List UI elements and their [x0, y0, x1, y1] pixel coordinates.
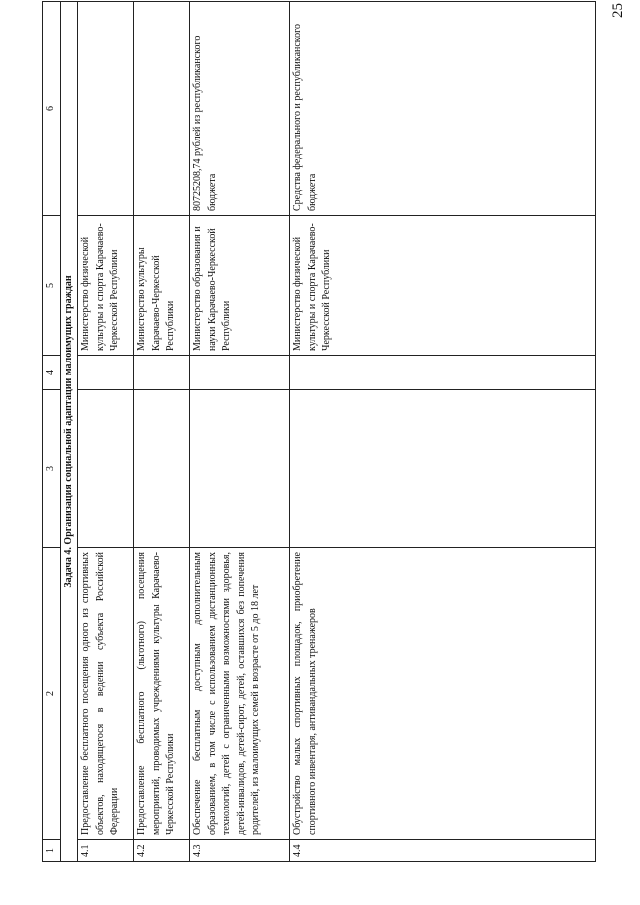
- executor-cell: Министерство образования и науки Карачаево-Черкесской Республики: [190, 216, 290, 356]
- measure-text: Предоставление бесплатного посещения одного из спортивных объектов, находящегося в ведении субъекта Российской Федерации: [78, 548, 134, 840]
- measure-text: Предоставление бесплатного (льготного) посещения мероприятий, проводимых учреждениями культуры Карачаево-Черкесской Республики: [134, 548, 190, 840]
- header-col-2: 2: [43, 548, 61, 840]
- executor-cell: Министерство физической культуры и спорта Карачаево-Черкесской Республики: [78, 216, 134, 356]
- task-row: [60, 2, 78, 862]
- header-col-6: 6: [43, 2, 61, 216]
- page-number: 25: [610, 3, 626, 18]
- rotated-table-page: [42, 2, 596, 862]
- col3-cell: [134, 390, 190, 548]
- funding-cell: Средства федерального и республиканского бюджета: [290, 2, 596, 216]
- funding-cell: [134, 2, 190, 216]
- table-row: [134, 2, 190, 862]
- executor-cell: Министерство культуры Карачаево-Черкесской Республики: [134, 216, 190, 356]
- measure-text: Обустройство малых спортивных площадок, приобретение спортивного инвентаря, антивандальных тренажеров: [290, 548, 596, 840]
- funding-cell: [78, 2, 134, 216]
- col4-cell: [290, 356, 596, 390]
- col3-cell: [78, 390, 134, 548]
- col4-cell: [134, 356, 190, 390]
- executor-cell: Министерство физической культуры и спорта Карачаево-Черкесской Республики: [290, 216, 596, 356]
- table-row: [78, 2, 134, 862]
- col3-cell: [290, 390, 596, 548]
- task-title: Задача 4. Организация социальной адаптации малоимущих граждан: [60, 2, 78, 862]
- table-row: [190, 2, 290, 862]
- row-number: 4.4: [290, 840, 596, 862]
- header-col-4: 4: [43, 356, 61, 390]
- measures-table: [42, 1, 596, 862]
- header-col-5: 5: [43, 216, 61, 356]
- row-number: 4.1: [78, 840, 134, 862]
- table-row: [290, 2, 596, 862]
- funding-cell: 80725208,74 рублей из республиканского бюджета: [190, 2, 290, 216]
- col3-cell: [190, 390, 290, 548]
- col4-cell: [78, 356, 134, 390]
- row-number: 4.3: [190, 840, 290, 862]
- col4-cell: [190, 356, 290, 390]
- header-col-1: 1: [43, 840, 61, 862]
- row-number: 4.2: [134, 840, 190, 862]
- measure-text: Обеспечение бесплатным доступным дополнительным образованием, в том числе с использованием дистанционных технологий, детей с ограниченными возможностями здоровья, детей-инвалидов, детей-сирот, детей, оставшихся без попечения родителей, из малоимущих семей в возрасте от 5 до 18 лет: [190, 548, 290, 840]
- header-row: [43, 2, 61, 862]
- header-col-3: 3: [43, 390, 61, 548]
